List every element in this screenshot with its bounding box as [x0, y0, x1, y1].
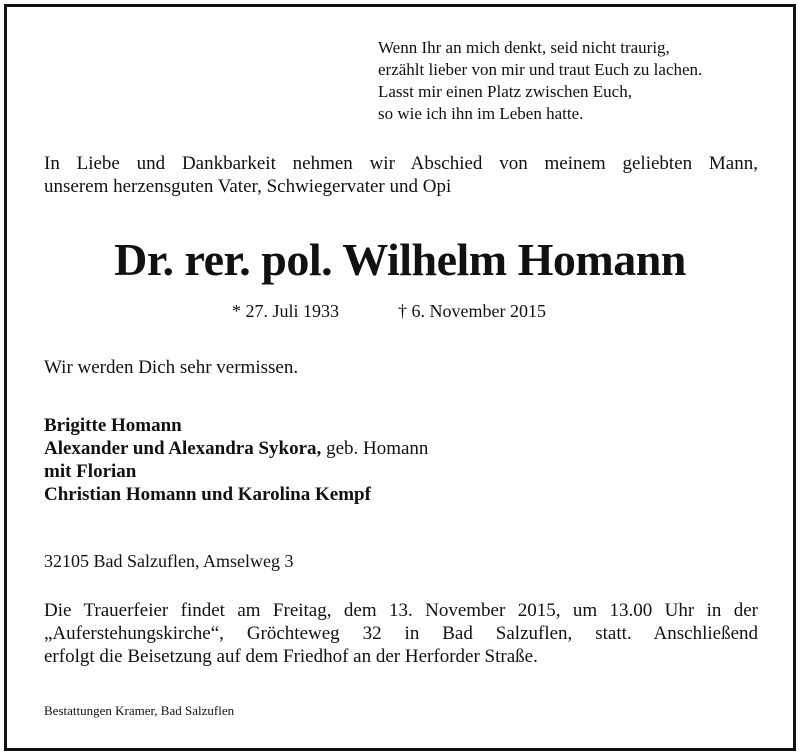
- farewell-text: Wir werden Dich sehr vermissen.: [44, 357, 299, 378]
- birth-date: * 27. Juli 1933: [232, 301, 340, 321]
- undertaker-credit: Bestattungen Kramer, Bad Salzuflen: [44, 703, 235, 718]
- poem-line: erzählt lieber von mir und traut Euch zu lachen.: [378, 60, 703, 79]
- family-list: [44, 414, 428, 506]
- family-member: [44, 437, 428, 460]
- intro-line: In Liebe und Dankbarkeit nehmen wir Abschied von meinem geliebten Mann,: [44, 153, 758, 174]
- poem-line: so wie ich ihn im Leben hatte.: [378, 104, 584, 123]
- maiden-name: geb. Homann: [321, 438, 429, 459]
- funeral-info: [44, 599, 758, 668]
- funeral-line: erfolgt die Beisetzung auf dem Friedhof an der Herforder Straße.: [44, 646, 538, 667]
- deceased-name: Dr. rer. pol. Wilhelm Homann: [114, 234, 686, 285]
- family-member: Christian Homann und Karolina Kempf: [44, 484, 371, 505]
- intro-text: [44, 152, 758, 198]
- family-member-name: Alexander und Alexandra Sykora,: [44, 438, 322, 459]
- poem-line: Lasst mir einen Platz zwischen Euch,: [378, 82, 632, 101]
- family-address: 32105 Bad Salzuflen, Amselweg 3: [44, 551, 294, 571]
- poem-line: Wenn Ihr an mich denkt, seid nicht traurig,: [378, 38, 670, 57]
- death-date: † 6. November 2015: [398, 301, 546, 321]
- funeral-line: „Auferstehungskirche“, Gröchteweg 32 in Bad Salzuflen, statt. Anschließend: [44, 623, 758, 644]
- family-member: Brigitte Homann: [44, 415, 182, 436]
- family-member: mit Florian: [44, 461, 137, 482]
- funeral-line: Die Trauerfeier findet am Freitag, dem 13. November 2015, um 13.00 Uhr in der: [44, 600, 758, 621]
- poem: [378, 37, 702, 125]
- intro-line: unserem herzensguten Vater, Schwiegervater und Opi: [44, 176, 452, 197]
